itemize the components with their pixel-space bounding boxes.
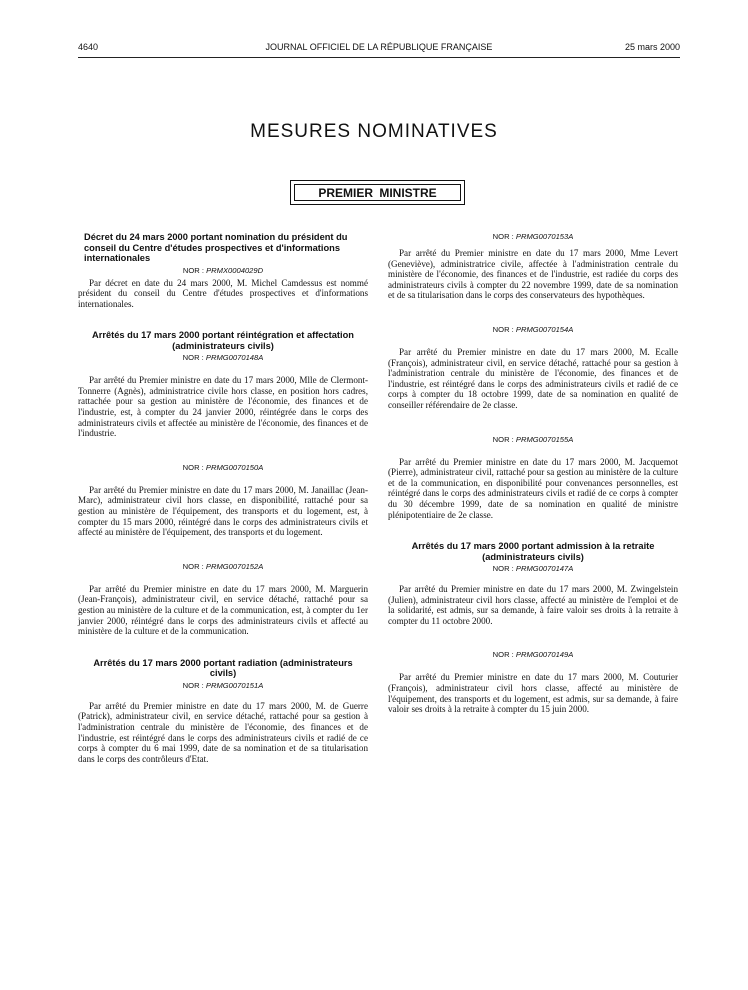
nor-code: PRMG0070155A bbox=[515, 434, 574, 444]
section-title: Arrêtés du 17 mars 2000 portant radiation (administrateurs civils) bbox=[93, 657, 353, 679]
section-title: Décret du 24 mars 2000 portant nomination du président du conseil du Centre d'études prospectives et d'informations internationales bbox=[84, 232, 348, 263]
paragraph: Par décret en date du 24 mars 2000, M. Michel Camdessus est nommé président du conseil du Centre d'études prospectives et d'informations internationales. bbox=[78, 277, 368, 309]
nor-reference: NOR : PRMG0070155A bbox=[492, 434, 574, 444]
issue-date: 25 mars 2000 bbox=[624, 42, 680, 52]
paragraph: Par arrêté du Premier ministre en date du 17 mars 2000, M. Marguerin (Jean-François), administrateur civil, en service détaché, rattaché pour sa gestion au ministère de la culture et de la communication, est, à compter du 1er janvier 2000, réintégré dans le corps des administrateurs civils et affecté au ministère de la culture et de la communication. bbox=[78, 583, 368, 637]
nor-reference: NOR : PRMG0070151A bbox=[182, 680, 264, 690]
journal-title: JOURNAL OFFICIEL DE LA RÉPUBLIQUE FRANÇAISE bbox=[265, 42, 493, 52]
nor-code: PRMG0070152A bbox=[205, 561, 264, 571]
paragraph: Par arrêté du Premier ministre en date du 17 mars 2000, Mme Levert (Geneviève), administratrice civile, affectée à l'administration centrale du ministère de l'économie, des finances et de l'industrie, est radiée du corps des administrateurs civils à compter du 22 novembre 1999, date de sa nomination et de sa titularisation dans le corps des conservateurs des hypothèques. bbox=[388, 248, 678, 301]
nor-reference: NOR : PRMG0070152A bbox=[182, 561, 264, 571]
page-title: MESURES NOMINATIVES bbox=[250, 121, 498, 142]
section-title: Arrêtés du 17 mars 2000 portant admission à la retraite (administrateurs civils) bbox=[411, 541, 655, 562]
paragraph: Par arrêté du Premier ministre en date du 17 mars 2000, M. de Guerre (Patrick), administrateur civil, en service détaché, rattaché pour sa gestion à l'administration centrale du ministère de l'économie, des finances et de l'industrie, est réintégré dans le corps des administrateurs civils et radié de ce corps à compter du 6 mai 1999, date de sa nomination et de sa titularisation dans le corps des contrôleurs d'Etat. bbox=[78, 700, 368, 764]
ministry-label: PREMIER MINISTRE bbox=[294, 184, 461, 201]
nor-reference: NOR : PRMG0070147A bbox=[492, 564, 574, 574]
nor-reference: NOR : PRMX0004029D bbox=[182, 265, 264, 275]
nor-code: PRMG0070153A bbox=[515, 232, 574, 241]
nor-code: PRMG0070147A bbox=[515, 564, 574, 574]
nor-code: PRMX0004029D bbox=[206, 265, 264, 275]
running-header bbox=[78, 42, 680, 56]
nor-reference: NOR : PRMG0070149A bbox=[492, 650, 574, 660]
nor-code: PRMG0070148A bbox=[205, 353, 264, 363]
section-title: Arrêtés du 17 mars 2000 portant réintégration et affectation (administrateurs civils) bbox=[92, 330, 354, 351]
nor-code: PRMG0070149A bbox=[515, 650, 574, 660]
paragraph: Par arrêté du Premier ministre en date du 17 mars 2000, M. Zwingelstein (Julien), administrateur civil hors classe, affecté au ministère de l'emploi et de la solidarité, est admis, sur sa demande, à faire valoir ses droits à la retraite à compter du 11 octobre 2000. bbox=[388, 584, 678, 626]
paragraph: Par arrêté du Premier ministre en date du 17 mars 2000, M. Ecalle (François), administrateur civil, en service détaché, rattaché pour sa gestion à l'administration centrale du ministère de l'économie, des finances et de l'industrie, est réintégré dans le corps des administrateurs civils et radié de ce corps à compter du 18 octobre 1999, date de sa nomination en qualité de conseiller référendaire de 2e classe. bbox=[388, 346, 678, 410]
nor-code: PRMG0070154A bbox=[515, 324, 574, 334]
paragraph: Par arrêté du Premier ministre en date du 17 mars 2000, M. Jacquemot (Pierre), administrateur civil, rattaché pour sa gestion au ministère de la culture et de la communication, en disponibilité pour convenances personnelles, est réintégré dans le corps des administrateurs civils et radié de ce corps à compter du 30 décembre 1999, date de sa nomination en qualité de ministre plénipotentiaire de 2e classe. bbox=[388, 456, 678, 520]
nor-code: PRMG0070150A bbox=[205, 462, 264, 472]
nor-reference: NOR : PRMG0070153A bbox=[492, 232, 574, 241]
paragraph: Par arrêté du Premier ministre en date du 17 mars 2000, M. Couturier (François), administrateur civil hors classe, affecté au ministère de l'équipement, des transports et du logement, est admis, sur sa demande, à faire valoir ses droits à la retraite à compter du 15 juin 2000. bbox=[388, 672, 678, 715]
nor-reference: NOR : PRMG0070148A bbox=[182, 353, 264, 363]
nor-reference: NOR : PRMG0070150A bbox=[182, 462, 264, 472]
page-number: 4640 bbox=[78, 42, 99, 52]
paragraph: Par arrêté du Premier ministre en date du 17 mars 2000, Mlle de Clermont-Tonnerre (Agnès), administratrice civile hors classe, en position hors cadres, rattachée pour sa gestion au ministère de l'économie, des finances et de l'industrie, est, à compter du 24 janvier 2000, réintégrée dans le corps des administrateurs civils et affectée au ministère de l'économie, des finances et de l'industrie. bbox=[78, 375, 368, 439]
paragraph: Par arrêté du Premier ministre en date du 17 mars 2000, M. Janaillac (Jean-Marc), administrateur civil hors classe, en disponibilité, rattaché pour sa gestion au ministère de l'équipement, des transports et du logement, est, à compter du 15 mars 2000, réintégré dans le corps des administrateurs civils et affecté au ministère de l'équipement, des transports et du logement. bbox=[78, 484, 368, 538]
ministry-box bbox=[290, 180, 465, 205]
header-rule bbox=[78, 57, 680, 58]
right-column bbox=[388, 232, 678, 715]
left-column bbox=[78, 232, 368, 764]
nor-reference: NOR : PRMG0070154A bbox=[492, 324, 574, 334]
nor-code: PRMG0070151A bbox=[205, 680, 264, 690]
